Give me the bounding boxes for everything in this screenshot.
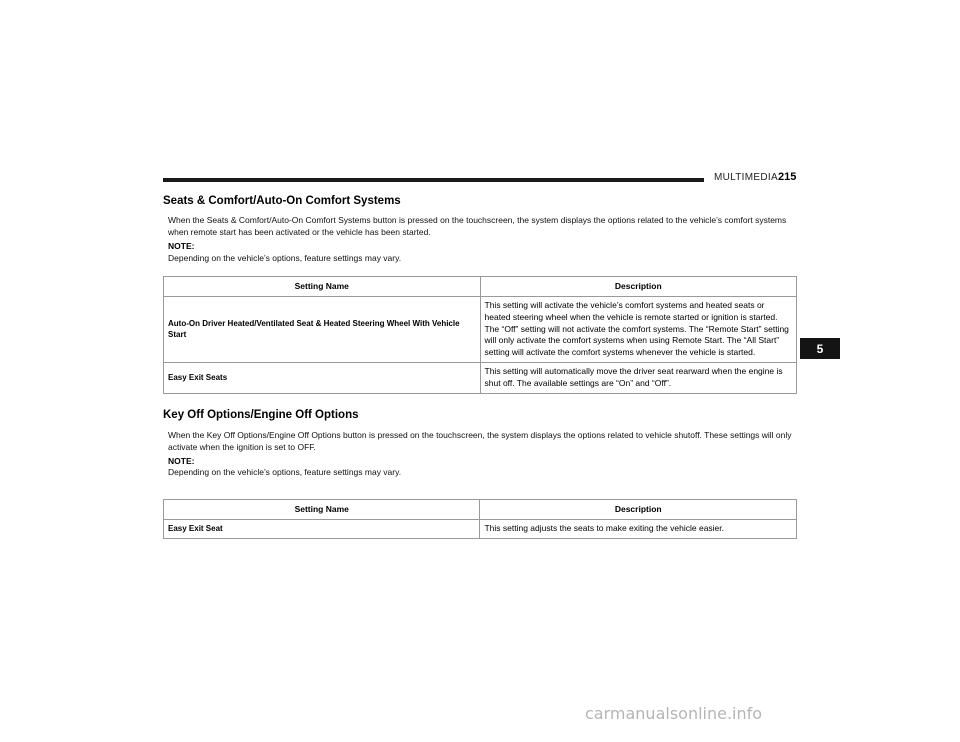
setting-name-cell: Easy Exit Seat xyxy=(164,520,480,539)
page-number: 215 xyxy=(778,171,797,183)
table-row xyxy=(164,520,797,539)
column-header-setting-name: Setting Name xyxy=(164,277,481,297)
watermark-text: carmanualsonline.info xyxy=(585,704,763,723)
note-text: Depending on the vehicle’s options, feature settings may vary. xyxy=(168,253,402,263)
setting-description-cell: This setting adjusts the seats to make exiting the vehicle easier. xyxy=(480,520,797,539)
column-header-description: Description xyxy=(480,500,797,520)
running-head: MULTIMEDIA xyxy=(714,172,778,183)
note-text: Depending on the vehicle’s options, feature settings may vary. xyxy=(168,467,402,477)
section-intro-key-off: When the Key Off Options/Engine Off Options button is pressed on the touchscreen, the system displays the options related to vehicle shutoff. These settings will only activate when the ignition is set to OFF. xyxy=(168,430,792,452)
table-header-row xyxy=(164,500,797,520)
column-header-description: Description xyxy=(480,277,796,297)
settings-table-key-off xyxy=(163,499,797,539)
chapter-tab: 5 xyxy=(800,338,840,359)
section-heading-key-off: Key Off Options/Engine Off Options xyxy=(163,409,359,421)
table-row xyxy=(164,362,797,393)
setting-description-cell: This setting will automatically move the driver seat rearward when the engine is shut off. The available settings are “On” and “Off”. xyxy=(480,362,796,393)
note-label: NOTE: xyxy=(168,241,195,251)
table-header-row xyxy=(164,277,797,297)
note-label: NOTE: xyxy=(168,456,195,466)
settings-table-seats-comfort xyxy=(163,276,797,394)
section-intro-seats-comfort: When the Seats & Comfort/Auto-On Comfort Systems button is pressed on the touchscreen, the system displays the options related to the vehicle’s comfort systems when remote start has been activated or the vehicle has been started. xyxy=(168,215,787,237)
section-heading-seats-comfort: Seats & Comfort/Auto-On Comfort Systems xyxy=(163,195,401,207)
table-row xyxy=(164,297,797,363)
setting-description-cell: This setting will activate the vehicle’s comfort systems and heated seats or heated steering wheel when the vehicle is remote started or ignition is started. The “Off” setting will not activate the comfort systems. The “Remote Start” setting will only activate the comfort systems when using Remote Start. The “All Start” setting will activate the comfort systems whenever the vehicle is started. xyxy=(480,297,796,363)
setting-name-cell: Auto-On Driver Heated/Ventilated Seat & Heated Steering Wheel With Vehicle Start xyxy=(164,297,481,363)
setting-name-cell: Easy Exit Seats xyxy=(164,362,481,393)
header-rule xyxy=(163,178,704,182)
column-header-setting-name: Setting Name xyxy=(164,500,480,520)
